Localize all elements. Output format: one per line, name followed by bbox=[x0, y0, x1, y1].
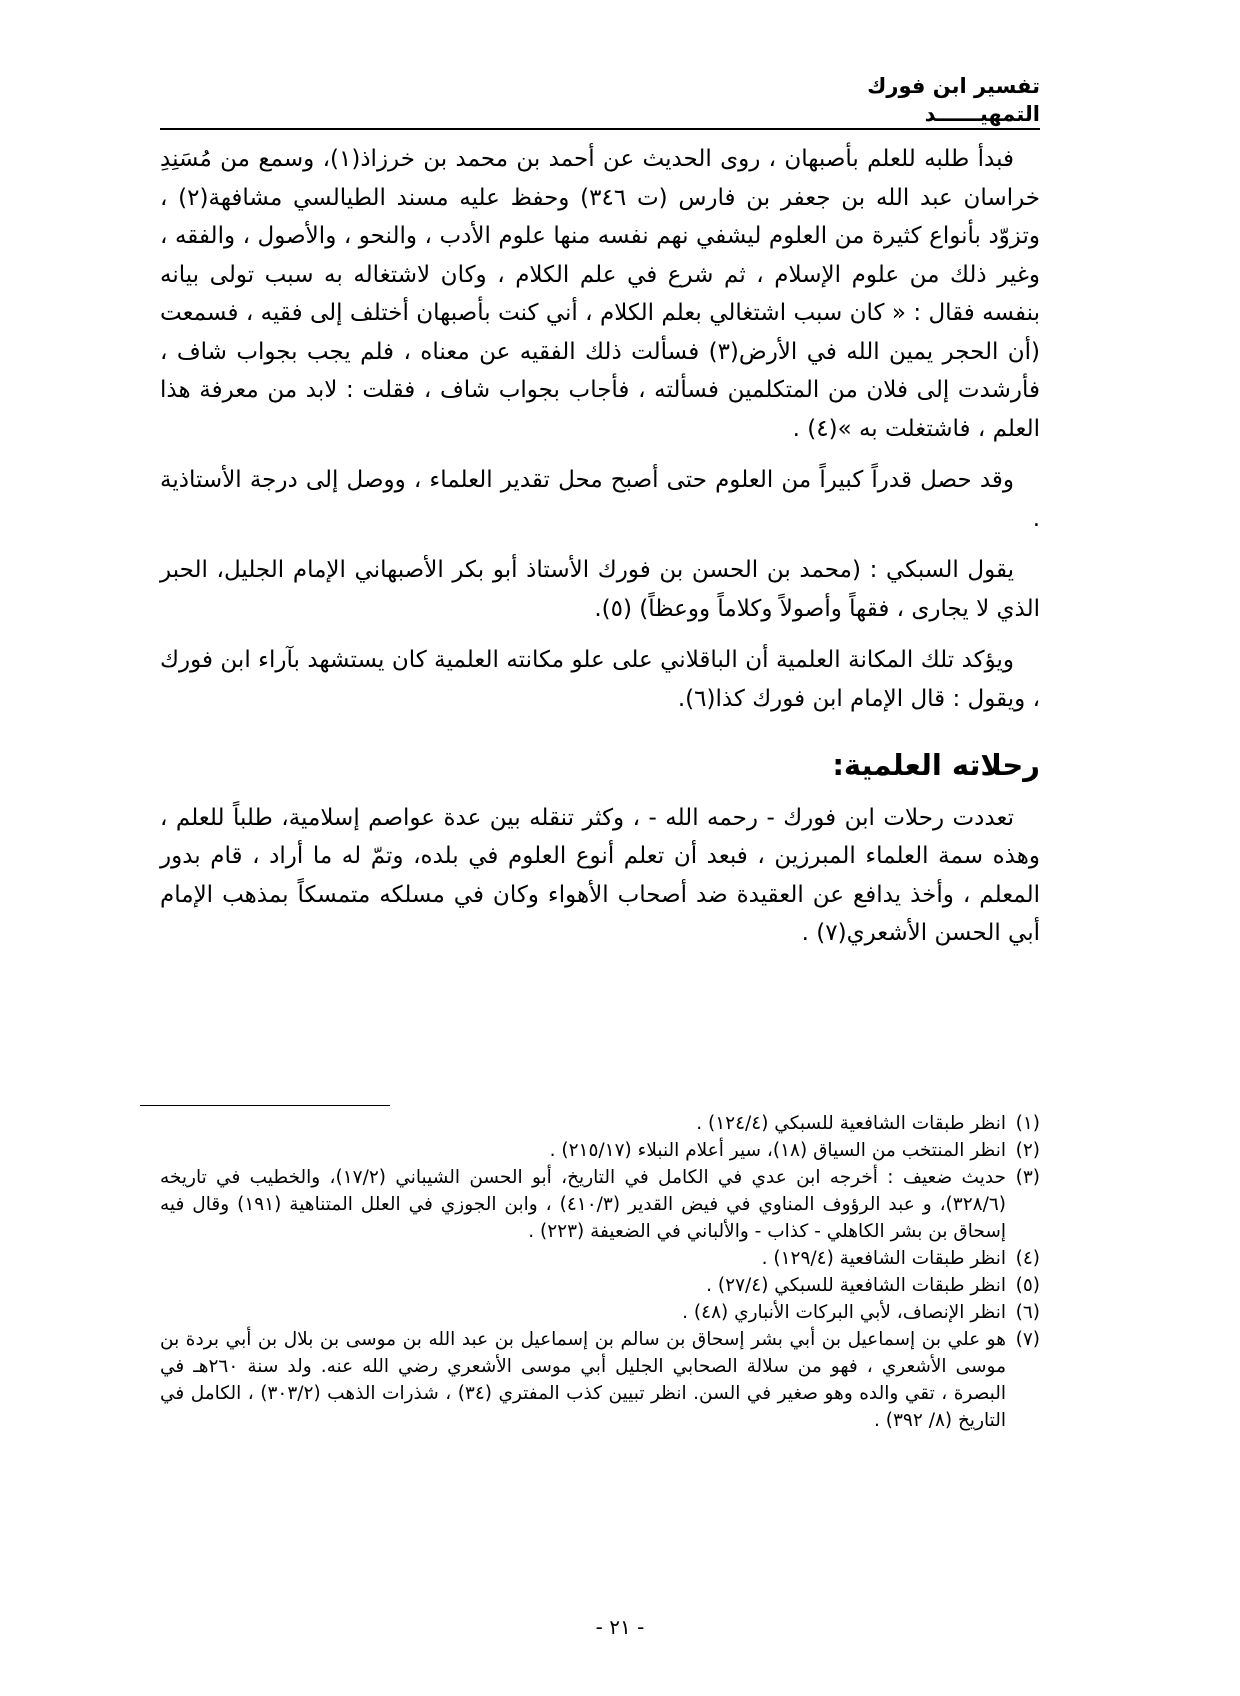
book-title: تفسير ابن فورك bbox=[867, 74, 1040, 98]
main-text bbox=[160, 140, 1040, 966]
footnote-number: (٢) bbox=[1015, 1140, 1040, 1161]
footnote bbox=[160, 1137, 1040, 1164]
section-heading: رحلاته العلمية: bbox=[832, 748, 1040, 782]
footnote bbox=[160, 1299, 1040, 1326]
paragraph: يقول السبكي : (محمد بن الحسن بن فورك الأستاذ أبو بكر الأصبهاني الإمام الجليل، الحبر الذي لا يجارى ، فقهاً وأصولاً وكلاماً ووعظاً) (٥). bbox=[160, 557, 1040, 622]
paragraph: ويؤكد تلك المكانة العلمية أن الباقلاني على علو مكانته العلمية كان يستشهد بآراء ابن فورك ، ويقول : قال الإمام ابن فورك كذا(٦). bbox=[160, 647, 1040, 712]
footnote-text: انظر طبقات الشافعية (١٢٩/٤) . bbox=[761, 1248, 1006, 1269]
paragraph: تعددت رحلات ابن فورك - رحمه الله - ، وكثر تنقله بين عدة عواصم إسلامية، طلباً للعلم ، وهذه سمة العلماء المبرزين ، فبعد أن تعلم أنوع العلوم في بلده، وتمّ له ما أراد ، قام بدور المعلم ، وأخذ يدافع عن العقيدة ضد أصحاب الأهواء وكان في مسلكه متمسكاً بمذهب الإمام أبي الحسن الأشعري(٧) . bbox=[160, 804, 1040, 946]
running-header bbox=[160, 72, 1040, 130]
footnote bbox=[160, 1272, 1040, 1299]
footnote bbox=[160, 1110, 1040, 1137]
footnote-text: انظر طبقات الشافعية للسبكي (١٢٤/٤) . bbox=[696, 1113, 1006, 1134]
footnote-text: هو علي بن إسماعيل بن أبي بشر إسحاق بن سالم بن إسماعيل بن عبد الله بن موسى بن بلال بن أبي بردة بن موسى الأشعري ، فهو من سلالة الصحابي الجليل أبي موسى الأشعري رضي الله عنه. ولد سنة ٢٦٠هـ في البصرة ، تقي والده وهو صغير في السن. انظر تبيين كذب المفتري (٣٤) ، شذرات الذهب (٣٠٣/٢) ، الكامل في التاريخ (٨/ ٣٩٢) . bbox=[160, 1329, 1007, 1431]
header-rule bbox=[160, 128, 1040, 130]
footnote-text: انظر طبقات الشافعية للسبكي (٢٧/٤) . bbox=[706, 1275, 1006, 1296]
footnote-text: حديث ضعيف : أخرجه ابن عدي في الكامل في التاريخ، أبو الحسن الشيباني (١٧/٢)، والخطيب في تاريخه (٣٢٨/٦)، و عبد الرؤوف المناوي في فيض القدير (٤١٠/٣) ، وابن الجوزي في العلل المتناهية (١٩١) وقال فيه إسحاق بن بشر الكاهلي - كذاب - والألباني في الضعيفة (٢٢٣) . bbox=[160, 1167, 1006, 1242]
section-name: التمهيــــــد bbox=[924, 102, 1040, 126]
footnote-number: (٥) bbox=[1015, 1275, 1040, 1296]
paragraph: فبدأ طلبه للعلم بأصبهان ، روى الحديث عن أحمد بن محمد بن خرزاذ(١)، وسمع من مُسَنِدِ خراسان عبد الله بن جعفر بن فارس (ت ٣٤٦) وحفظ عليه مسند الطيالسي مشافهة(٢) ، وتزوّد بأنواع كثيرة من العلوم ليشفي نهم نفسه منها علوم الأدب ، والنحو ، والأصول ، والفقه ، وغير ذلك من علوم الإسلام ، ثم شرع في علم الكلام ، وكان لاشتغاله به سبب تولى بيانه بنفسه فقال : « كان سبب اشتغالي بعلم الكلام ، أني كنت بأصبهان أختلف إلى فقيه ، فسمعت (أن الحجر يمين الله في الأرض(٣) فسألت ذلك الفقيه عن معناه ، فلم يجب بجواب شاف ، فأرشدت إلى فلان من المتكلمين فسألته ، فأجاب بجواب شاف ، فقلت : لابد من معرفة هذا العلم ، فاشتغلت به »(٤) . bbox=[160, 146, 1040, 442]
footnote-number: (٣) bbox=[1015, 1167, 1040, 1188]
footnote-number: (٦) bbox=[1015, 1302, 1040, 1323]
footnote bbox=[160, 1326, 1040, 1434]
footnote-text: انظر المنتخب من السياق (١٨)، سير أعلام النبلاء (٢١٥/١٧) . bbox=[549, 1140, 1006, 1161]
footnote bbox=[160, 1164, 1040, 1245]
paragraph: وقد حصل قدراً كبيراً من العلوم حتى أصبح محل تقدير العلماء ، ووصل إلى درجة الأستاذية . bbox=[160, 467, 1040, 532]
page-number: - ٢١ - bbox=[595, 1615, 645, 1639]
footnote-number: (٤) bbox=[1015, 1248, 1040, 1269]
footnotes bbox=[160, 1110, 1040, 1434]
footnote-number: (١) bbox=[1015, 1113, 1040, 1134]
footnote bbox=[160, 1245, 1040, 1272]
footnote-number: (٧) bbox=[1015, 1329, 1040, 1350]
footnote-separator bbox=[140, 1105, 390, 1106]
footnote-text: انظر الإنصاف، لأبي البركات الأنباري (٤٨) . bbox=[682, 1302, 1006, 1323]
